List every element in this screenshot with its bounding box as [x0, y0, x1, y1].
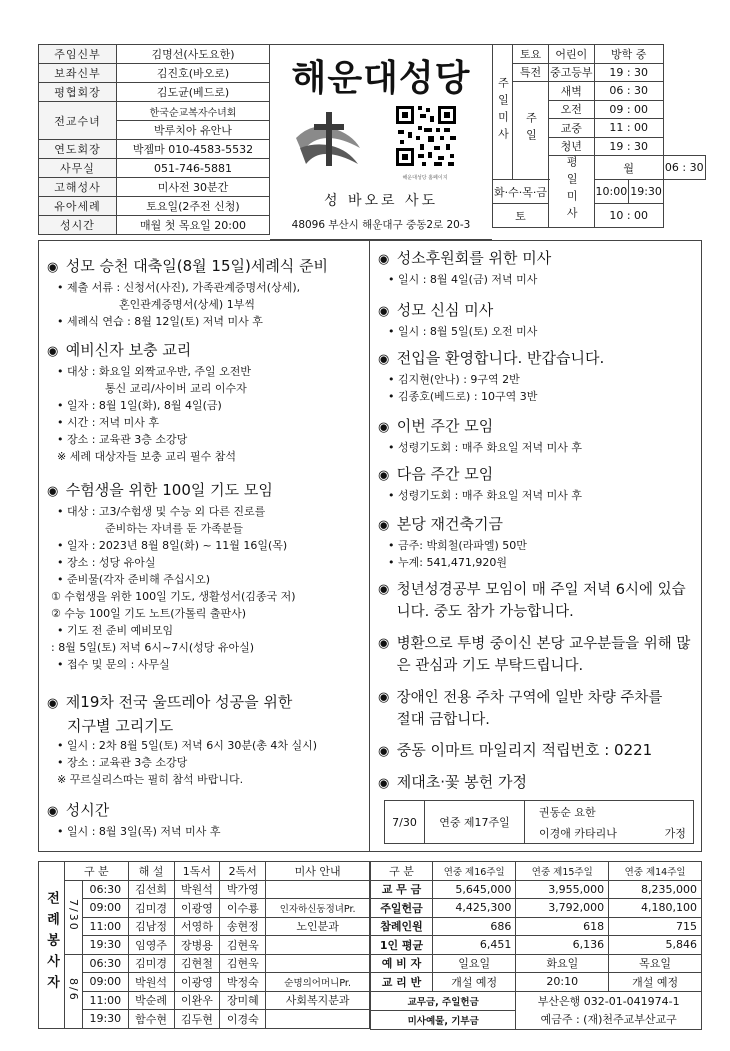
bullet-icon: ◉	[47, 344, 59, 359]
announcement-line: • 일시 : 8월 5일(토) 오전 미사	[388, 325, 538, 338]
announcement-line: • 장소 : 성당 유아실	[57, 556, 156, 569]
stats-value: 5,645,000	[433, 880, 516, 899]
info-value: 미사전 30분간	[117, 178, 270, 197]
duty-cell: 이광영	[174, 973, 220, 992]
duty-cell: 박원석	[128, 973, 174, 992]
qr-caption: 해운대성당 홈페이지	[402, 175, 448, 181]
announcement-line: • 일시 : 2차 8월 5일(토) 저녁 6시 30분(총 4차 실시)	[57, 739, 318, 752]
duty-vertical-label: 전례봉사자	[39, 862, 65, 1029]
stats-value: 3,792,000	[516, 899, 609, 918]
sched-cell: 10 : 00	[594, 204, 663, 228]
announcement-line: ② 수능 100일 기도 노트(가톨릭 출판사)	[51, 607, 247, 620]
sched-cell: 19 : 30	[594, 137, 663, 156]
announcement-title: 지구별 고리기도	[67, 717, 174, 735]
duty-cell: 19:30	[83, 936, 129, 955]
announcement-title: 다음 주간 모임	[396, 465, 494, 483]
duty-cell: 장미혜	[220, 991, 266, 1010]
announcement-line: • 세례식 연습 : 8월 12일(토) 저녁 미사 후	[57, 315, 263, 328]
stats-value: 20:10	[516, 973, 609, 992]
duty-cell: 함수현	[128, 1010, 174, 1029]
announcement-title: 전입을 환영합니다. 반갑습니다.	[396, 349, 605, 367]
stats-value: 일요일	[433, 954, 516, 973]
finance-stats-table	[370, 861, 702, 1030]
sched-cell: 06 : 30	[663, 156, 705, 180]
bullet-icon: ◉	[378, 690, 390, 705]
duty-cell: 09:00	[83, 899, 129, 918]
announcement-line: • 누계: 541,471,920원	[388, 556, 508, 569]
stats-value: 5,846	[609, 936, 702, 955]
sunday-label: 주일	[513, 82, 549, 180]
info-key: 고해성사	[39, 178, 117, 197]
bullet-icon: ◉	[378, 582, 390, 597]
sched-cell: 토	[493, 204, 549, 228]
announcement-line: • 일자 : 2023년 8월 8일(화) ~ 11월 16일(목)	[57, 539, 288, 552]
bullet-icon: ◉	[378, 352, 390, 367]
info-key: 평협회장	[39, 83, 117, 102]
announcement	[378, 513, 698, 571]
bullet-icon: ◉	[378, 252, 390, 267]
bullet-icon: ◉	[378, 468, 390, 483]
sched-cell: 화·수·목·금	[493, 180, 549, 204]
duty-cell: 임영주	[128, 936, 174, 955]
stats-value: 화요일	[516, 954, 609, 973]
stats-header: 연중 제14주일	[609, 862, 702, 881]
stats-value: 목요일	[609, 954, 702, 973]
offering-date: 7/30	[385, 801, 425, 844]
bullet-icon: ◉	[47, 260, 59, 275]
info-value: 토요일(2주전 신청)	[117, 197, 270, 216]
duty-cell: 박정숙	[220, 973, 266, 992]
sched-cell: 토요	[513, 45, 549, 64]
announcement-title: 성모 신심 미사	[396, 301, 494, 319]
sched-cell: 방학 중	[594, 45, 663, 64]
bullet-icon: ◉	[378, 304, 390, 319]
duty-header: 1독서	[174, 862, 220, 881]
sched-cell: 어린이	[549, 45, 595, 64]
announcement-title: 본당 재건축기금	[396, 515, 503, 533]
duty-cell	[266, 1010, 370, 1029]
stats-value: 8,235,000	[609, 880, 702, 899]
offering-name: 권동순 요한	[525, 801, 658, 823]
duty-cell: 김현욱	[220, 954, 266, 973]
stats-value: 618	[516, 917, 609, 936]
announcement-line: • 장소 : 교육관 3층 소강당	[57, 433, 188, 446]
sched-cell: 청년	[549, 137, 595, 156]
announcement-line: ① 수험생을 위한 100일 기도, 생활성서(김종국 저)	[51, 590, 296, 603]
announcement-line: 준비하는 자녀를 둔 가족분들	[105, 522, 244, 535]
bullet-icon: ◉	[47, 696, 59, 711]
church-logo-icon	[292, 108, 364, 174]
announcement	[378, 415, 698, 456]
sched-cell: 오전	[549, 100, 595, 119]
offering-suffix: 가정	[658, 822, 694, 844]
duty-cell: 사회복지분과	[266, 991, 370, 1010]
info-value: 김도균(베드로)	[117, 83, 270, 102]
announcement	[378, 579, 696, 623]
duty-cell: 박순례	[128, 991, 174, 1010]
announcement	[378, 463, 698, 504]
duty-cell: 김두현	[174, 1010, 220, 1029]
announcement-line: • 일시 : 8월 3일(목) 저녁 미사 후	[57, 825, 221, 838]
duty-header: 미사 안내	[266, 862, 370, 881]
weekday-mass-label: 평일미사	[549, 156, 595, 228]
announcement-line: • 성령기도회 : 매주 화요일 저녁 미사 후	[388, 489, 583, 502]
info-value: 박젬마 010-4583-5532	[117, 140, 270, 159]
duty-cell: 11:00	[83, 991, 129, 1010]
sunday-mass-label: 주일미사	[493, 45, 513, 180]
bullet-icon: ◉	[378, 420, 390, 435]
bank-label: 교무금, 주일헌금	[371, 991, 516, 1010]
duty-cell: 김현욱	[220, 936, 266, 955]
address: 48096 부산시 해운대구 중동2로 20-3	[291, 219, 471, 231]
duty-cell: 김미경	[128, 899, 174, 918]
announcement-title: 중동 이마트 마일리지 적립번호 : 0221	[396, 741, 653, 759]
stats-header: 구 분	[371, 862, 433, 881]
sched-cell: 11 : 00	[594, 119, 663, 138]
bank-account: 부산은행 032-01-041974-1	[516, 991, 702, 1010]
info-key: 성시간	[39, 216, 117, 235]
announcement-title: 병환으로 투병 중이신 본당 교우분들을 위해 많은 관심과 기도 부탁드립니다.	[396, 636, 691, 674]
sched-cell: 새벽	[549, 82, 595, 101]
duty-header: 2독서	[220, 862, 266, 881]
sched-cell: 19:30	[629, 180, 664, 204]
sched-cell: 월	[594, 156, 663, 180]
mass-schedule-table	[492, 44, 706, 228]
stats-value: 686	[433, 917, 516, 936]
bullet-icon: ◉	[47, 484, 59, 499]
announcement	[47, 691, 367, 788]
bullet-icon: ◉	[378, 744, 390, 759]
stats-value: 6,451	[433, 936, 516, 955]
duty-header: 해 설	[128, 862, 174, 881]
announcement	[378, 687, 678, 731]
stats-value: 6,136	[516, 936, 609, 955]
patron-saint: 성 바오로 사도	[323, 193, 439, 209]
stats-value: 개설 예정	[433, 973, 516, 992]
announcement-line: • 접수 및 문의 : 사무실	[57, 658, 170, 671]
announcement-line: • 김종호(베드로) : 10구역 3반	[388, 390, 538, 403]
announcement-title: 예비신자 보충 교리	[65, 341, 192, 359]
info-table	[38, 44, 270, 235]
stats-header: 연중 제15주일	[516, 862, 609, 881]
sched-cell: 09 : 00	[594, 100, 663, 119]
church-title: 해운대성당	[291, 58, 471, 99]
announcement-line: ※ 세례 대상자들 보충 교리 필수 참석	[57, 450, 236, 463]
announcement-title: 수험생을 위한 100일 기도 모임	[65, 481, 273, 499]
stats-value: 3,955,000	[516, 880, 609, 899]
duty-cell	[266, 954, 370, 973]
announcement-line: • 금주: 박희철(라파엘) 50만	[388, 539, 527, 552]
liturgy-duty-table	[38, 861, 370, 1029]
info-key: 보좌신부	[39, 64, 117, 83]
stats-label: 1인 평균	[371, 936, 433, 955]
bank-label: 미사예물, 기부금	[371, 1010, 516, 1029]
announcement	[378, 771, 698, 795]
announcement	[47, 255, 367, 330]
duty-cell: 박가영	[220, 880, 266, 899]
announcement	[47, 479, 367, 673]
offering-week: 연중 제17주일	[425, 801, 525, 844]
bullet-icon: ◉	[378, 518, 390, 533]
announcement-line: 통신 교리/사이버 교리 이수자	[105, 382, 247, 395]
announcement-line: • 성령기도회 : 매주 화요일 저녁 미사 후	[388, 441, 583, 454]
announcement-title: 이번 주간 모임	[396, 417, 494, 435]
right-announcements	[370, 240, 702, 852]
bullet-icon: ◉	[47, 804, 59, 819]
sched-cell: 19 : 30	[594, 63, 663, 82]
announcement-title: 장애인 전용 주차 구역에 일반 차량 주차를 절대 금합니다.	[396, 690, 663, 728]
announcement-line: ※ 꾸르실리스따는 필히 참석 바랍니다.	[57, 773, 244, 786]
bank-holder: 예금주 : (재)천주교부산교구	[516, 1010, 702, 1029]
info-value: 박루치아 유안나	[117, 121, 270, 140]
announcement-line: : 8월 5일(토) 저녁 6시~7시(성당 유아실)	[51, 641, 255, 654]
announcement-line: • 김지현(안나) : 9구역 2반	[388, 373, 520, 386]
announcement-line: • 대상 : 고3/수험생 및 수능 외 다른 진로를	[57, 505, 266, 518]
info-value: 김명선(사도요한)	[117, 45, 270, 64]
stats-label: 예 비 자	[371, 954, 433, 973]
stats-header: 연중 제16주일	[433, 862, 516, 881]
duty-cell: 박원석	[174, 880, 220, 899]
duty-cell: 서영하	[174, 917, 220, 936]
sched-cell: 교중	[549, 119, 595, 138]
stats-value: 개설 예정	[609, 973, 702, 992]
duty-cell: 06:30	[83, 880, 129, 899]
bullet-icon: ◉	[378, 636, 390, 651]
stats-value: 4,180,100	[609, 899, 702, 918]
announcement-line: • 시간 : 저녁 미사 후	[57, 416, 160, 429]
info-key: 유아세례	[39, 197, 117, 216]
announcement-line: • 일시 : 8월 4일(금) 저녁 미사	[388, 273, 538, 286]
duty-header: 구 분	[65, 862, 129, 881]
info-value: 김진호(바오로)	[117, 64, 270, 83]
announcement-title: 성모 승천 대축일(8월 15일)세례식 준비	[65, 257, 329, 275]
info-key: 주임신부	[39, 45, 117, 64]
stats-label: 교 무 금	[371, 880, 433, 899]
duty-cell: 김남정	[128, 917, 174, 936]
duty-cell: 이수룡	[220, 899, 266, 918]
stats-label: 참례인원	[371, 917, 433, 936]
announcement-title: 성소후원회를 위한 미사	[396, 249, 552, 267]
sched-cell: 중고등부	[549, 63, 595, 82]
info-key: 연도회장	[39, 140, 117, 159]
announcement-line: • 제출 서류 : 신청서(사진), 가족관계증명서(상세),	[57, 281, 301, 294]
info-key: 사무실	[39, 159, 117, 178]
duty-cell: 노인분과	[266, 917, 370, 936]
announcement	[378, 299, 698, 340]
sched-cell: 특전	[513, 63, 549, 82]
announcement-line: • 기도 전 준비 예비모임	[57, 624, 174, 637]
duty-cell: 인자하신동정녀Pr.	[266, 899, 370, 918]
announcement	[47, 799, 367, 840]
announcement	[47, 339, 367, 465]
info-value: 051-746-5881	[117, 159, 270, 178]
info-key: 전교수녀	[39, 102, 117, 140]
announcement-title: 제대초·꽃 봉헌 가정	[396, 773, 528, 791]
duty-cell: 이광영	[174, 899, 220, 918]
announcement	[378, 739, 698, 763]
announcement-line: • 대상 : 화요일 외짝교우반, 주일 오전반	[57, 365, 252, 378]
duty-date: 8/6	[65, 954, 83, 1028]
announcement-title: 청년성경공부 모임이 매 주일 저녁 6시에 있습니다. 중도 참가 가능합니다.	[396, 582, 686, 620]
duty-cell: 이완우	[174, 991, 220, 1010]
duty-cell: 김선희	[128, 880, 174, 899]
stats-label: 주일헌금	[371, 899, 433, 918]
sched-cell: 06 : 30	[594, 82, 663, 101]
announcement	[378, 633, 696, 677]
duty-cell: 순명의어머니Pr.	[266, 973, 370, 992]
duty-cell: 이경숙	[220, 1010, 266, 1029]
stats-value: 715	[609, 917, 702, 936]
announcement-line: 혼인관계증명서(상세) 1부씩	[119, 298, 255, 311]
duty-cell: 06:30	[83, 954, 129, 973]
duty-date: 7/30	[65, 880, 83, 954]
announcement-line: • 일자 : 8월 1일(화), 8월 4일(금)	[57, 399, 222, 412]
duty-cell: 송현정	[220, 917, 266, 936]
announcement-title: 성시간	[65, 801, 110, 819]
stats-value: 4,425,300	[433, 899, 516, 918]
offering-family-table	[384, 800, 694, 844]
duty-cell	[266, 880, 370, 899]
announcement	[378, 347, 698, 405]
announcement	[378, 247, 698, 288]
duty-cell: 09:00	[83, 973, 129, 992]
left-announcements	[38, 240, 370, 852]
bullet-icon: ◉	[378, 776, 390, 791]
duty-cell: 11:00	[83, 917, 129, 936]
sched-cell: 10:00	[594, 180, 629, 204]
announcement-title: 제19차 전국 울뜨레아 성공을 위한	[65, 693, 293, 711]
duty-cell: 19:30	[83, 1010, 129, 1029]
stats-label: 교 리 반	[371, 973, 433, 992]
announcement-line: • 장소 : 교육관 3층 소강당	[57, 756, 188, 769]
duty-cell	[266, 936, 370, 955]
qr-code-icon	[394, 104, 458, 168]
offering-name: 이경애 카타리나	[525, 822, 658, 844]
info-value: 한국순교복자수녀회	[117, 102, 270, 121]
duty-cell: 김현철	[174, 954, 220, 973]
duty-cell: 장병용	[174, 936, 220, 955]
info-value: 매월 첫 목요일 20:00	[117, 216, 270, 235]
announcement-line: • 준비물(각자 준비해 주십시오)	[57, 573, 211, 586]
duty-cell: 김미경	[128, 954, 174, 973]
